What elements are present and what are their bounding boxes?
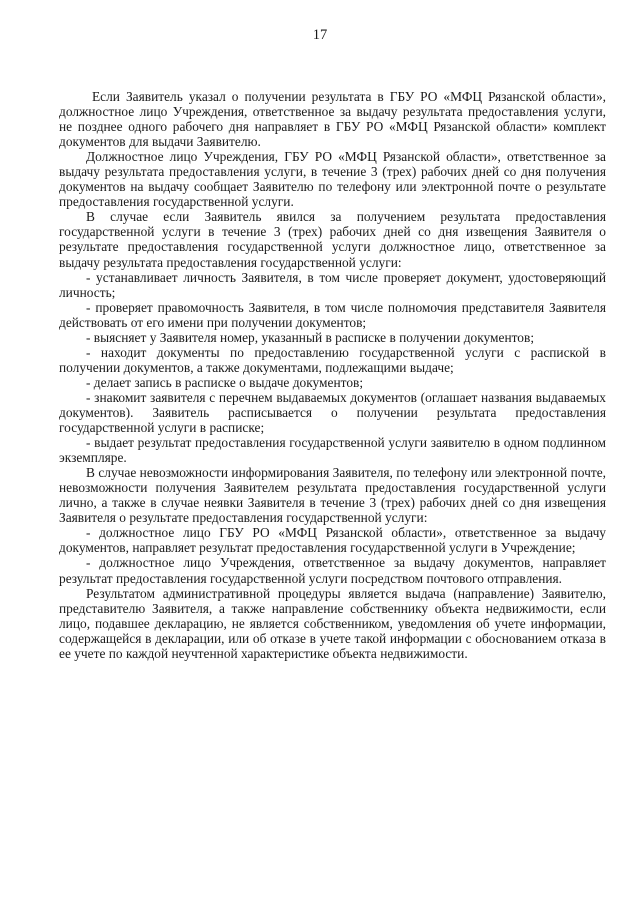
list-item-identity-check: - устанавливает личность Заявителя, в том числе проверяет документ, удостоверяющий личность; <box>59 269 606 300</box>
paragraph-no-contact: В случае невозможности информирования Заявителя, по телефону или электронной почте, невозможности получения Заявителем результата предоставления государственной услуги лично, а также в случае неявки Заявителя в течение 3 (трех) рабочих дней со дня извещения Заявителя о результате предоставления государственной услуги: <box>59 465 606 526</box>
document-body <box>59 89 606 661</box>
list-item-mfc-forward: - должностное лицо ГБУ РО «МФЦ Рязанской области», ответственное за выдачу документов, направляет результат предоставления государственной услуги в Учреждение; <box>59 525 606 556</box>
list-item-receipt-number: - выясняет у Заявителя номер, указанный в расписке в получении документов; <box>86 329 535 345</box>
paragraph-procedure-result: Результатом административной процедуры является выдача (направление) Заявителю, представителю Заявителя, а также направление собственнику объекта недвижимости, если лицо, подавшее декларацию, не является собственником, уведомления об учете информации, содержащейся в декларации, или об отказе в учете такой информации с обоснованием отказа в ее учете по каждой неучтенной характеристике объекта недвижимости. <box>59 585 606 661</box>
paragraph-mfc-delivery: Если Заявитель указал о получении результата в ГБУ РО «МФЦ Рязанской области», должностное лицо Учреждения, ответственное за выдачу результата предоставления услуги, не позднее одного рабочего дня направляет в ГБУ РО «МФЦ Рязанской области» комплект документов для выдачи Заявителю. <box>59 89 606 150</box>
list-item-postal-delivery: - должностное лицо Учреждения, ответственное за выдачу документов, направляет результат предоставления государственной услуги посредством почтового отправления. <box>59 555 606 586</box>
list-item-authority-check: - проверяет правомочность Заявителя, в том числе полномочия представителя Заявителя действовать от его имени при получении документов; <box>59 299 606 330</box>
list-item-find-documents: - находит документы по предоставлению государственной услуги с распиской в получении документов, а также документами, подлежащими выдаче; <box>59 344 606 375</box>
page-number: 17 <box>312 27 328 43</box>
paragraph-applicant-appeared: В случае если Заявитель явился за получением результата предоставления государственной услуги в течение 3 (трех) рабочих дней со дня извещения Заявителя о результате предоставления государственной услуги должностное лицо, ответственное за выдачу результата предоставления государственной услуги: <box>59 209 606 270</box>
list-item-receipt-record: - делает запись в расписке о выдаче документов; <box>86 374 364 390</box>
list-item-issue-result: - выдает результат предоставления государственной услуги заявителю в одном подлинном экземпляре. <box>59 435 606 466</box>
paragraph-notification: Должностное лицо Учреждения, ГБУ РО «МФЦ Рязанской области», ответственное за выдачу результата предоставления услуги, в течение 3 (трех) рабочих дней со дня получения документов на выдачу сообщает Заявителю по телефону или электронной почте о результате предоставления государственной услуги. <box>59 149 606 210</box>
list-item-document-list: - знакомит заявителя с перечнем выдаваемых документов (оглашает названия выдаваемых документов). Заявитель расписывается о получении результата предоставления государственной услуги в расписке; <box>59 389 606 436</box>
